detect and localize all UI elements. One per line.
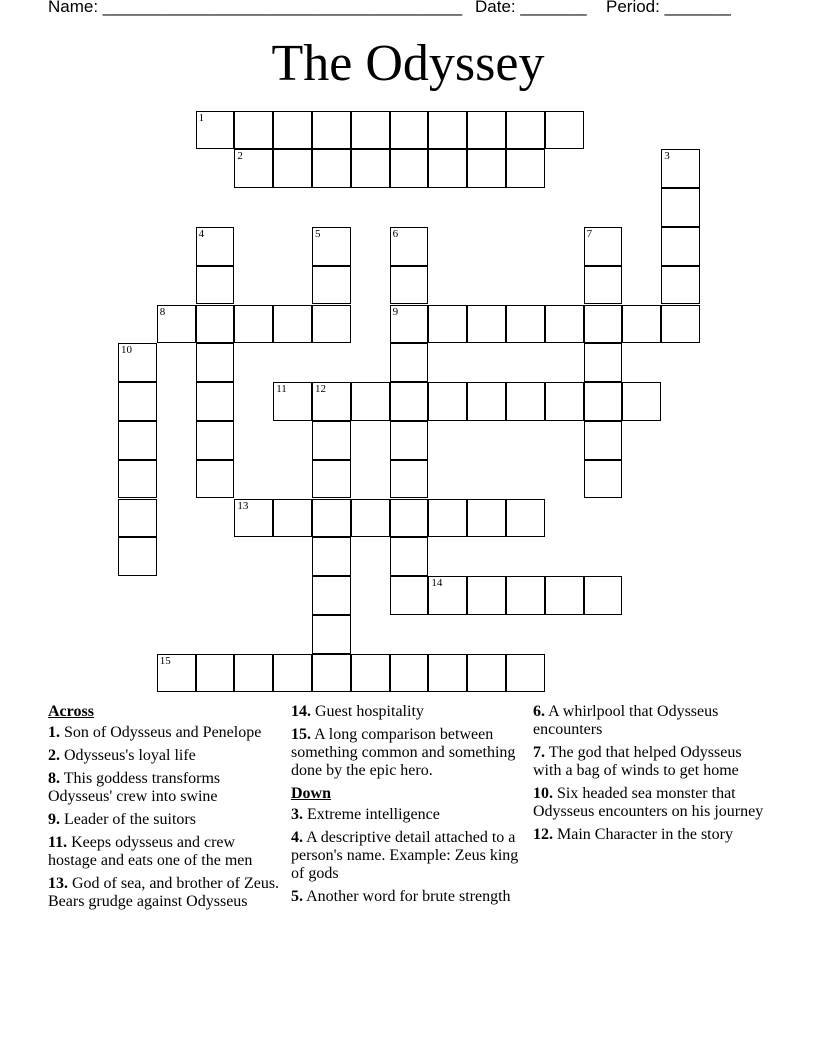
grid-cell[interactable] — [390, 343, 429, 382]
grid-cell[interactable] — [584, 266, 623, 305]
grid-cell[interactable] — [390, 421, 429, 460]
grid-cell[interactable] — [196, 305, 235, 344]
grid-cell[interactable] — [351, 111, 390, 150]
grid-cell[interactable] — [545, 576, 584, 615]
grid-cell[interactable] — [234, 654, 273, 693]
grid-cell[interactable] — [506, 305, 545, 344]
grid-cell[interactable] — [390, 460, 429, 499]
grid-cell[interactable] — [506, 111, 545, 150]
page-title: The Odyssey — [271, 35, 545, 92]
grid-cell[interactable] — [351, 499, 390, 538]
clue-number: 2 — [237, 150, 243, 163]
grid-cell[interactable] — [390, 499, 429, 538]
grid-cell[interactable] — [196, 421, 235, 460]
grid-cell[interactable] — [312, 421, 351, 460]
clue-number: 6 — [392, 227, 399, 240]
grid-cell[interactable] — [312, 654, 351, 693]
grid-cell[interactable] — [118, 343, 157, 382]
grid-cell[interactable] — [273, 111, 312, 150]
clue-number: 12 — [315, 383, 326, 396]
date-field-label[interactable]: Date: _______ — [475, 0, 587, 16]
grid-cell[interactable] — [661, 149, 700, 188]
clue-across-8: 8. This goddess transforms Odysseus' crew into swine — [48, 770, 221, 805]
clue-down-7: 7. The god that helped Odysseus with a bag of winds to get home — [533, 744, 742, 779]
clue-down-4: 4. A descriptive detail attached to a person's name. Example: Zeus king of gods — [291, 829, 519, 882]
grid-cell[interactable] — [273, 305, 312, 344]
grid-cell[interactable] — [273, 499, 312, 538]
grid-cell[interactable] — [390, 227, 429, 266]
grid-cell[interactable] — [273, 382, 312, 421]
clue-down-6: 6. A whirlpool that Odysseus encounters — [533, 703, 719, 738]
grid-cell[interactable] — [584, 576, 623, 615]
clue-down-12: 12. Main Character in the story — [533, 826, 733, 843]
clue-number: 7 — [586, 227, 593, 240]
grid-cell[interactable] — [428, 499, 467, 538]
grid-cell[interactable] — [506, 149, 545, 188]
grid-cell[interactable] — [390, 382, 429, 421]
grid-cell[interactable] — [273, 654, 312, 693]
grid-cell[interactable] — [312, 149, 351, 188]
grid-cell[interactable] — [545, 382, 584, 421]
grid-cell[interactable] — [234, 305, 273, 344]
grid-cell[interactable] — [467, 654, 506, 693]
clue-number: 11 — [276, 383, 287, 396]
grid-cell[interactable] — [234, 499, 273, 538]
grid-cell[interactable] — [118, 499, 157, 538]
grid-cell[interactable] — [312, 576, 351, 615]
grid-cell[interactable] — [390, 576, 429, 615]
grid-cell[interactable] — [312, 227, 351, 266]
clue-across-1: 1. Son of Odysseus and Penelope — [48, 724, 262, 741]
grid-cell[interactable] — [506, 576, 545, 615]
grid-cell[interactable] — [428, 305, 467, 344]
clue-number: 1 — [198, 111, 205, 124]
grid-cell[interactable] — [467, 111, 506, 150]
clue-across-11: 11. Keeps odysseus and crew hostage and eats one of the men — [48, 834, 253, 869]
clue-number: 14 — [431, 577, 443, 590]
grid-cell[interactable] — [428, 576, 467, 615]
clue-across-15: 15. A long comparison between something common and something done by the epic hero. — [291, 726, 516, 779]
clue-number: 5 — [315, 227, 321, 240]
grid-cell[interactable] — [118, 537, 157, 576]
clue-number: 9 — [392, 305, 399, 318]
grid-cell[interactable] — [661, 266, 700, 305]
grid-cell[interactable] — [312, 266, 351, 305]
grid-cell[interactable] — [196, 266, 235, 305]
clue-down-10: 10. Six headed sea monster that Odysseus encounters on his journey — [533, 785, 764, 820]
grid-cell[interactable] — [273, 149, 312, 188]
grid-cell[interactable] — [312, 615, 351, 654]
grid-cell[interactable] — [390, 266, 429, 305]
grid-cell[interactable] — [428, 111, 467, 150]
grid-cell[interactable] — [312, 537, 351, 576]
grid-cell[interactable] — [584, 460, 623, 499]
clue-number: 15 — [159, 654, 171, 667]
grid-cell[interactable] — [390, 654, 429, 693]
clue-across-14: 14. Guest hospitality — [291, 703, 424, 720]
clue-number: 10 — [121, 344, 132, 357]
down-heading: Down — [291, 785, 332, 802]
grid-cell[interactable] — [428, 382, 467, 421]
grid-cell[interactable] — [467, 305, 506, 344]
clue-down-5: 5. Another word for brute strength — [291, 888, 511, 905]
period-field-label[interactable]: Period: _______ — [606, 0, 731, 16]
grid-cell[interactable] — [506, 499, 545, 538]
grid-cell[interactable] — [467, 576, 506, 615]
grid-cell[interactable] — [351, 382, 390, 421]
grid-cell[interactable] — [506, 654, 545, 693]
clue-number: 4 — [198, 227, 205, 240]
grid-cell[interactable] — [157, 654, 196, 693]
grid-cell[interactable] — [545, 305, 584, 344]
grid-cell[interactable] — [545, 111, 584, 150]
grid-cell[interactable] — [584, 421, 623, 460]
clue-across-9: 9. Leader of the suitors — [48, 811, 196, 828]
grid-cell[interactable] — [584, 382, 623, 421]
grid-cell[interactable] — [312, 111, 351, 150]
clues-column-1 — [48, 701, 284, 916]
grid-cell[interactable] — [622, 305, 661, 344]
grid-cell[interactable] — [390, 111, 429, 150]
grid-cell[interactable] — [196, 654, 235, 693]
grid-cell[interactable] — [390, 537, 429, 576]
grid-cell[interactable] — [234, 111, 273, 150]
grid-cell[interactable] — [467, 499, 506, 538]
grid-cell[interactable] — [312, 305, 351, 344]
grid-cell[interactable] — [661, 227, 700, 266]
grid-cell[interactable] — [234, 149, 273, 188]
across-heading: Across — [48, 703, 94, 720]
grid-cell[interactable] — [118, 382, 157, 421]
grid-cell[interactable] — [157, 305, 196, 344]
clue-down-3: 3. Extreme intelligence — [291, 806, 440, 823]
clues-column-3 — [533, 701, 769, 849]
grid-cell[interactable] — [118, 460, 157, 499]
grid-cell[interactable] — [584, 227, 623, 266]
grid-cell[interactable] — [196, 227, 235, 266]
grid-cell[interactable] — [312, 382, 351, 421]
grid-cell[interactable] — [467, 382, 506, 421]
clue-across-2: 2. Odysseus's loyal life — [48, 747, 196, 764]
grid-cell[interactable] — [584, 343, 623, 382]
grid-cell[interactable] — [390, 305, 429, 344]
clue-number: 13 — [237, 499, 249, 512]
grid-cell[interactable] — [661, 188, 700, 227]
clue-number: 8 — [159, 305, 166, 318]
grid-cell[interactable] — [312, 460, 351, 499]
clues-column-2 — [291, 701, 527, 911]
grid-cell[interactable] — [196, 460, 235, 499]
clue-across-13: 13. God of sea, and brother of Zeus. Bears grudge against Odysseus — [48, 875, 280, 910]
grid-cell[interactable] — [196, 111, 235, 150]
grid-cell[interactable] — [351, 149, 390, 188]
grid-cell[interactable] — [661, 305, 700, 344]
grid-cell[interactable] — [118, 421, 157, 460]
grid-cell[interactable] — [428, 149, 467, 188]
grid-cell[interactable] — [351, 654, 390, 693]
grid-cell[interactable] — [506, 382, 545, 421]
grid-cell[interactable] — [622, 382, 661, 421]
clue-number: 3 — [664, 150, 670, 163]
grid-cell[interactable] — [584, 305, 623, 344]
grid-cell[interactable] — [390, 149, 429, 188]
grid-cell[interactable] — [196, 382, 235, 421]
grid-cell[interactable] — [428, 654, 467, 693]
grid-cell[interactable] — [467, 149, 506, 188]
grid-cell[interactable] — [312, 499, 351, 538]
name-field-label[interactable]: Name: ______________________________________ — [48, 0, 463, 16]
grid-cell[interactable] — [196, 343, 235, 382]
